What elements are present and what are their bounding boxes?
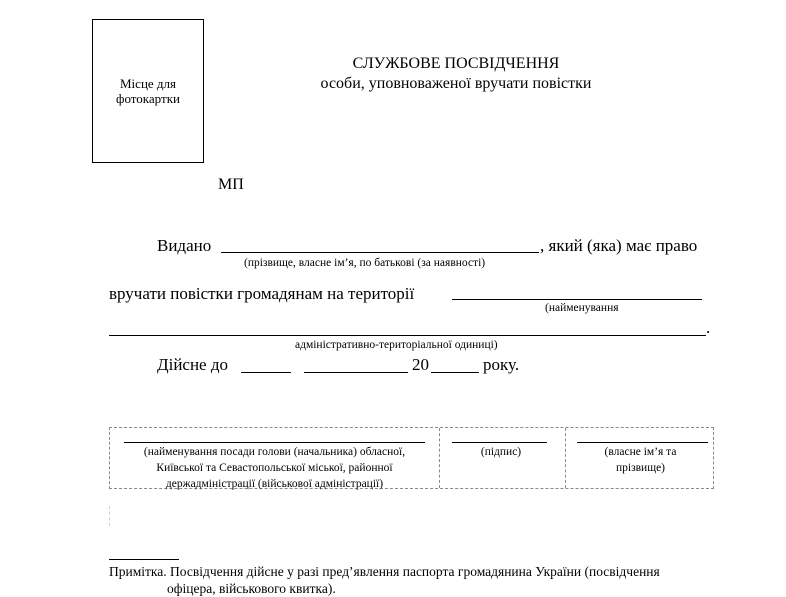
year-prefix: 20 <box>412 355 429 374</box>
territory-text: вручати повістки громадянам на території <box>109 284 415 303</box>
line3-period: . <box>706 318 711 337</box>
year-suffix: року. <box>483 355 520 374</box>
position-hint-line2: Київської та Севастопольської міської, районної <box>156 462 393 474</box>
valid-month-field[interactable] <box>304 372 408 373</box>
signature-table <box>109 427 714 489</box>
position-hint-line3: держадміністрації (військової адміністрації) <box>165 478 384 490</box>
signer-name-field[interactable] <box>577 442 708 443</box>
position-hint-line1: (найменування посади голови (начальника) обласної, <box>143 446 406 458</box>
issued-to-label: Видано <box>157 236 212 255</box>
position-hint <box>110 444 439 492</box>
territory-name-field[interactable] <box>452 299 702 300</box>
signer-name-hint-line1: (власне ім’я та <box>604 446 677 458</box>
position-column <box>110 428 439 488</box>
title-line1: СЛУЖБОВЕ ПОСВІДЧЕННЯ <box>352 55 560 72</box>
signature-field[interactable] <box>452 442 547 443</box>
valid-until-label: Дійсне до <box>157 355 229 374</box>
note-line2: офіцера, військового квитка). <box>167 581 336 596</box>
photo-label-line2: фотокартки <box>116 91 180 106</box>
photo-placeholder <box>92 19 204 163</box>
issued-to-field[interactable] <box>221 252 539 253</box>
admin-unit-field[interactable] <box>109 335 706 336</box>
admin-unit-hint: адміністративно-територіальної одиниці) <box>295 339 498 351</box>
name-column <box>565 428 714 488</box>
signature-column <box>439 428 565 488</box>
issued-to-suffix: , який (яка) має право <box>540 236 698 255</box>
signature-hint: (підпис) <box>480 446 522 458</box>
valid-year-field[interactable] <box>431 372 479 373</box>
stamp-place-label: МП <box>218 176 244 193</box>
territory-hint: (найменування <box>545 302 619 314</box>
position-field[interactable] <box>124 442 425 443</box>
title-line2: особи, уповноваженої вручати повістки <box>320 75 592 92</box>
valid-day-field[interactable] <box>241 372 291 373</box>
signer-name-hint-line2: прізвище) <box>615 462 665 474</box>
photo-label-line1: Місце для <box>120 76 176 91</box>
faint-divider-mark <box>109 506 110 526</box>
name-hint: (прізвище, власне ім’я, по батькові (за наявності) <box>244 257 486 269</box>
document-title <box>250 54 662 94</box>
footnote-separator <box>109 559 179 560</box>
note-line1: Примітка. Посвідчення дійсне у разі пред’явлення паспорта громадянина України (посвідчення <box>109 564 660 579</box>
signer-name-hint <box>566 444 715 476</box>
